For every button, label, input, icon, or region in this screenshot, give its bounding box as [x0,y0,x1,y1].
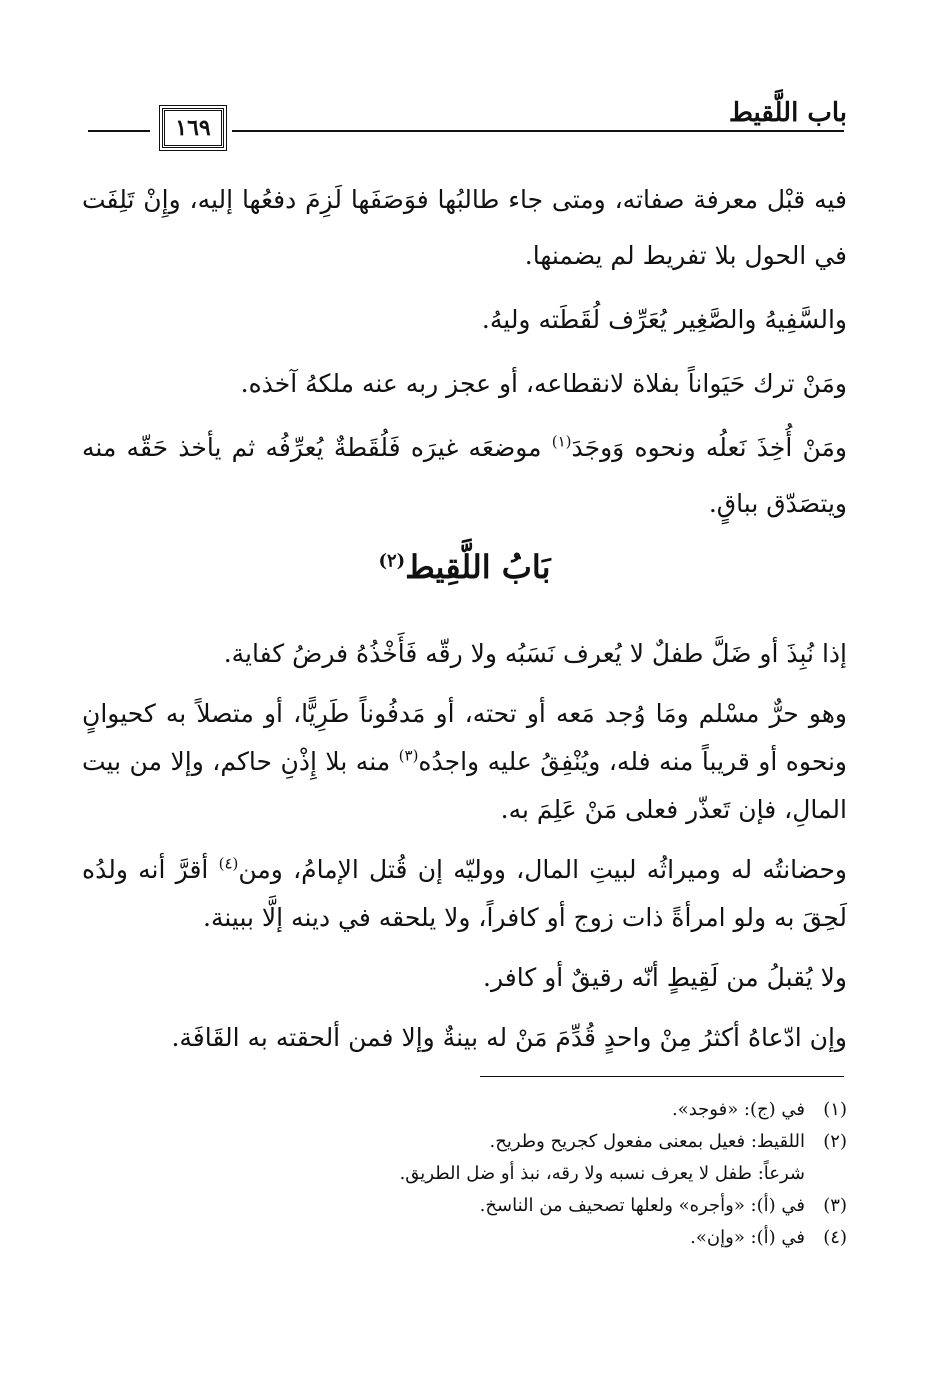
footnote [82,1126,847,1158]
footnote-number: (٢) [823,1131,847,1152]
paragraph [82,846,847,942]
footnote-ref-2: (٢) [378,550,406,572]
chapter-heading [82,548,847,586]
paragraph-text: وهو حرٌّ مسْلم ومَا وُجد مَعه أو تحته، أو مَدفُوناً طَرِيًّا، أو متصلاً به كحيوانٍ ونحوه أو قريباً منه فله، ويُنْفِقُ عليه واجدُه [82,699,847,776]
footnote-ref-3: (٣) [398,746,419,765]
paragraph: إذا نُبِذَ أو ضَلَّ طفلٌ لا يُعرف نَسَبُه ولا رقّه فَأَخْذُهُ فرضُ كفاية. [223,639,847,668]
paragraph: ولا يُقبلُ من لَقِيطٍ أنّه رقيقٌ أو كافر. [483,963,847,992]
header-rule-short [88,130,150,132]
footnotes [82,1094,847,1254]
footnote-number: (١) [823,1099,847,1120]
footnote-number: (٣) [823,1195,847,1216]
paragraph-text: وحضانتُه له وميراثُه لبيتِ المال، ووليّه إن قُتل الإمامُ، ومن [238,855,848,884]
footnote-text: شرعاً: طفل لا يعرف نسبه ولا رقه، نبذ أو ضل الطريق. [399,1163,805,1184]
paragraph: وإن ادّعاهُ أكثرُ مِنْ واحدٍ قُدِّمَ مَنْ له بينةٌ وإلا فمن ألحقته به القَافَة. [171,1023,847,1052]
paragraph-text: منه بلا إِذْنِ حاكم، وإلا من بيت المالِ، فإن تَعذّر فعلى مَنْ عَلِمَ به. [82,747,847,824]
running-title: باب اللَّقيط [728,98,847,128]
footnote-separator [480,1076,844,1077]
paragraph: فيه قبْل معرفة صفاته، ومتى جاء طالبُها فوَصَفَها لَزِمَ دفعُها إليه، وإِنْ تَلِفَت في الحول بلا تفريط لم يضمنها. [82,185,847,270]
footnote [82,1158,847,1190]
footnote-text: في (ج): «فوجد». [671,1099,805,1120]
paragraph: ومَنْ ترك حَيَواناً بفلاة لانقطاعه، أو عجز ربه عنه ملكهُ آخذه. [240,369,847,398]
footnote-number: (٤) [823,1227,847,1248]
footnote [82,1094,847,1126]
footnote [82,1190,847,1222]
paragraph-text: موضعَه غيرَه فَلُقَطةٌ يُعرِّفُه ثم يأخذ حَقّه منه ويتصَدّق بباقٍ. [82,433,847,518]
paragraph-text: أقرَّ أنه ولدُه لَحِقَ به ولو امرأةً ذات زوج أو كافراً، ولا يلحقه في دينه إلَّا ببينة. [82,855,847,932]
footnote-text: في (أ): «وأجره» ولعلها تصحيف من الناسخ. [479,1195,805,1216]
footnote-ref-1: (١) [551,432,572,451]
paragraph [82,420,847,532]
body-text-bottom [82,630,847,1074]
footnote [82,1222,847,1254]
paragraph [82,690,847,834]
footnote-text: في (أ): «وإن». [690,1227,805,1248]
page-number: ١٦٩ [162,108,224,148]
body-text-top [82,172,847,540]
chapter-title: بَابُ اللَّقِيط [405,548,551,586]
header-rule [232,130,844,132]
paragraph-text: ومَنْ أُخِذَ نَعلُه ونحوه وَوجَدَ [571,433,847,462]
footnote-ref-4: (٤) [218,854,239,873]
paragraph: والسَّفِيهُ والصَّغِير يُعَرِّف لُقَطَته وليهُ. [481,305,847,334]
footnote-text: اللقيط: فعيل بمعنى مفعول كجريح وطريح. [489,1131,805,1152]
